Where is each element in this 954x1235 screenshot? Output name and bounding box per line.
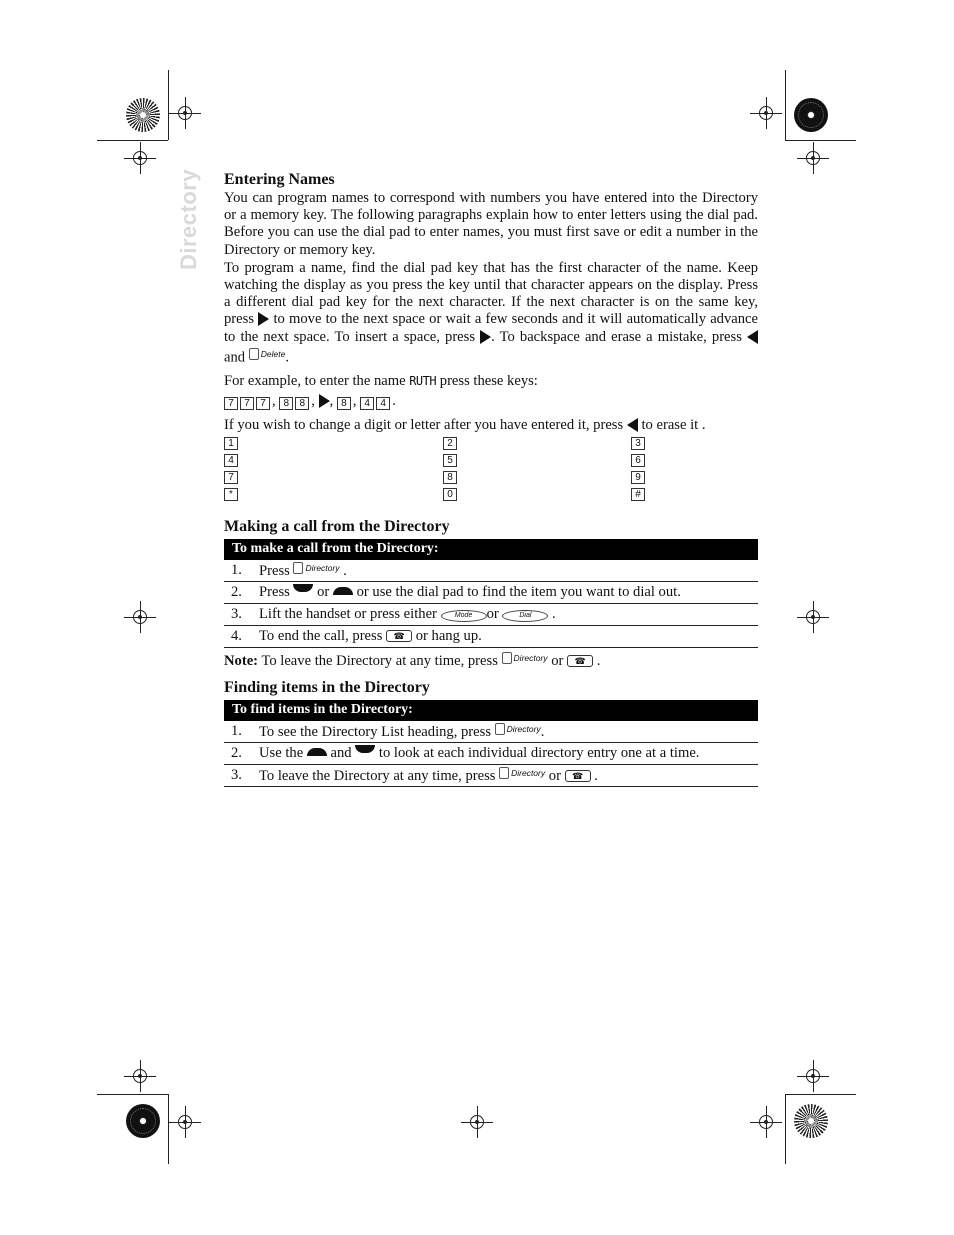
paragraph-text: and xyxy=(224,349,246,366)
crosshair-icon xyxy=(178,106,192,120)
step-number: 2. xyxy=(231,584,242,601)
procedure-step xyxy=(224,604,758,626)
page-content xyxy=(224,170,758,787)
directory-softkey-icon xyxy=(495,723,541,735)
paragraph-text: to erase it . xyxy=(641,416,706,433)
step-text xyxy=(259,745,758,762)
directory-softkey-icon xyxy=(502,648,548,668)
step-text-part: and xyxy=(330,745,352,762)
step-text xyxy=(259,562,758,580)
dial-key-7: 7 xyxy=(224,471,238,484)
step-text xyxy=(259,584,758,601)
note-text: To leave the Directory at any time, press xyxy=(261,653,498,670)
paragraph-text: press these keys: xyxy=(439,372,538,389)
dial-key: 4 xyxy=(376,397,390,410)
up-arrow-key-icon xyxy=(333,587,353,595)
registration-starburst-icon xyxy=(794,1104,828,1138)
dial-key-8: 8 xyxy=(443,471,457,484)
dial-key: 7 xyxy=(224,397,238,410)
right-arrow-key-icon xyxy=(319,394,330,408)
crosshair-icon xyxy=(470,1115,484,1129)
step-text-part: or xyxy=(486,606,499,623)
dial-key-3: 3 xyxy=(631,437,645,450)
dial-key: 4 xyxy=(360,397,374,410)
down-arrow-key-icon xyxy=(355,745,375,753)
crosshair-icon xyxy=(806,610,820,624)
delete-softkey-label: Delete xyxy=(260,348,286,359)
crosshair-icon xyxy=(806,1069,820,1083)
dial-key-star: * xyxy=(224,488,238,501)
procedure-step xyxy=(224,582,758,604)
paragraph-text: If you wish to change a digit or letter after you have entered it, press xyxy=(224,416,624,433)
hang-up-key-icon: ☎ xyxy=(386,630,412,642)
dial-pad-reference xyxy=(224,437,758,505)
procedure-step xyxy=(224,721,758,743)
crosshair-icon xyxy=(759,106,773,120)
paragraph-text: For example, to enter the name xyxy=(224,372,406,389)
procedure-header: To make a call from the Directory: xyxy=(224,539,758,560)
step-text-part: . xyxy=(343,562,347,579)
crosshair-icon xyxy=(133,1069,147,1083)
paragraph-text: To program a name, find the dial pad key that has the first character of the name. Keep watching the display as you press the key until that character appears on the display. Press a different dial pad key for the next character. If the next character is on the same key, press xyxy=(224,259,758,328)
procedure-header: To find items in the Directory: xyxy=(224,700,758,721)
step-text-part: Use the xyxy=(259,745,304,762)
paragraph-erase xyxy=(224,417,758,434)
step-text-part: Lift the handset or press either xyxy=(259,606,437,623)
registration-target-icon xyxy=(126,1104,160,1138)
step-text-part: or xyxy=(548,767,561,784)
paragraph-program-name xyxy=(224,260,758,367)
paragraph-text: . xyxy=(285,349,289,366)
delete-softkey-icon xyxy=(249,346,286,363)
directory-softkey-icon xyxy=(499,767,545,779)
procedure-step xyxy=(224,765,758,787)
dial-key-2: 2 xyxy=(443,437,457,450)
up-arrow-key-icon xyxy=(307,748,327,756)
step-number: 1. xyxy=(231,562,242,579)
paragraph-example xyxy=(224,373,758,390)
directory-softkey-icon xyxy=(293,562,339,574)
step-text-part: or xyxy=(317,584,330,601)
left-arrow-key-icon xyxy=(747,330,758,344)
procedure-step xyxy=(224,560,758,582)
step-text-part: Press xyxy=(259,562,290,579)
dial-key-9: 9 xyxy=(631,471,645,484)
registration-target-icon xyxy=(794,98,828,132)
hang-up-key-icon: ☎ xyxy=(567,655,593,667)
step-text-part: or hang up. xyxy=(415,628,482,645)
section-heading-entering-names: Entering Names xyxy=(224,171,335,188)
note xyxy=(224,648,758,668)
step-text xyxy=(259,628,758,645)
crosshair-icon xyxy=(759,1115,773,1129)
example-key-sequence: 7 7 7 , 8 8 , , 8 , 4 4 . xyxy=(224,392,758,410)
step-text-part: Press xyxy=(259,584,290,601)
mode-key-icon: Mode xyxy=(441,610,487,622)
step-number: 3. xyxy=(231,767,242,784)
down-arrow-key-icon xyxy=(293,584,313,592)
note-label: Note: xyxy=(224,653,259,670)
dial-key: 7 xyxy=(256,397,270,410)
dial-key: 8 xyxy=(337,397,351,410)
step-text xyxy=(259,723,758,741)
note-text: or xyxy=(551,653,564,670)
dial-key-4: 4 xyxy=(224,454,238,467)
crosshair-icon xyxy=(178,1115,192,1129)
section-heading-making-call: Making a call from the Directory xyxy=(224,518,450,536)
step-number: 1. xyxy=(231,723,242,740)
step-text-part: To end the call, press xyxy=(259,628,383,645)
directory-softkey-label: Directory xyxy=(305,562,340,573)
procedure-step xyxy=(224,626,758,648)
dial-key-1: 1 xyxy=(224,437,238,450)
step-text-part: . xyxy=(540,723,545,740)
step-text-part: To leave the Directory at any time, press xyxy=(259,767,496,784)
note-text: . xyxy=(596,653,601,670)
dial-key: 8 xyxy=(279,397,293,410)
dial-key: 7 xyxy=(240,397,254,410)
crosshair-icon xyxy=(806,151,820,165)
procedure-step xyxy=(224,743,758,765)
hang-up-key-icon: ☎ xyxy=(565,770,591,782)
step-text-part: . xyxy=(552,606,556,623)
step-number: 2. xyxy=(231,745,242,762)
paragraph-intro: You can program names to correspond with numbers you have entered into the Directory or a memory key. The following paragraphs explain how to enter letters using the dial pad. Before you can use the dial pad to enter names, you must first save or edit a number in the Directory or memory key. xyxy=(224,190,758,258)
paragraph-text: to move to the next space or wait a few seconds and it will automatically advance to the next space. To insert a space, press xyxy=(224,311,758,345)
step-text-part: To see the Directory List heading, press xyxy=(259,723,492,740)
step-number: 4. xyxy=(231,628,242,645)
directory-softkey-label: Directory xyxy=(506,723,541,734)
dial-key-hash: # xyxy=(631,488,645,501)
dial-key-0: 0 xyxy=(443,488,457,501)
dial-key-5: 5 xyxy=(443,454,457,467)
dial-key-icon: Dial xyxy=(502,610,548,622)
paragraph-text: . To backspace and erase a mistake, press xyxy=(491,328,742,345)
step-text xyxy=(259,767,758,785)
step-number: 3. xyxy=(231,606,242,623)
registration-starburst-icon xyxy=(126,98,160,132)
side-tab-label: Directory xyxy=(176,168,201,270)
right-arrow-key-icon xyxy=(258,312,269,326)
dial-key-6: 6 xyxy=(631,454,645,467)
directory-softkey-label: Directory xyxy=(513,653,548,664)
directory-softkey-label: Directory xyxy=(511,767,546,778)
step-text-part: or use the dial pad to find the item you want to dial out. xyxy=(356,584,681,601)
step-text-part: to look at each individual directory entry one at a time. xyxy=(378,745,700,762)
crosshair-icon xyxy=(133,610,147,624)
dial-key: 8 xyxy=(295,397,309,410)
crosshair-icon xyxy=(133,151,147,165)
section-heading-finding-items: Finding items in the Directory xyxy=(224,679,430,697)
left-arrow-key-icon xyxy=(627,418,638,432)
step-text xyxy=(259,606,758,623)
right-arrow-key-icon xyxy=(480,330,491,344)
lcd-example-name: RUTH xyxy=(409,373,437,388)
step-text-part: . xyxy=(594,767,598,784)
